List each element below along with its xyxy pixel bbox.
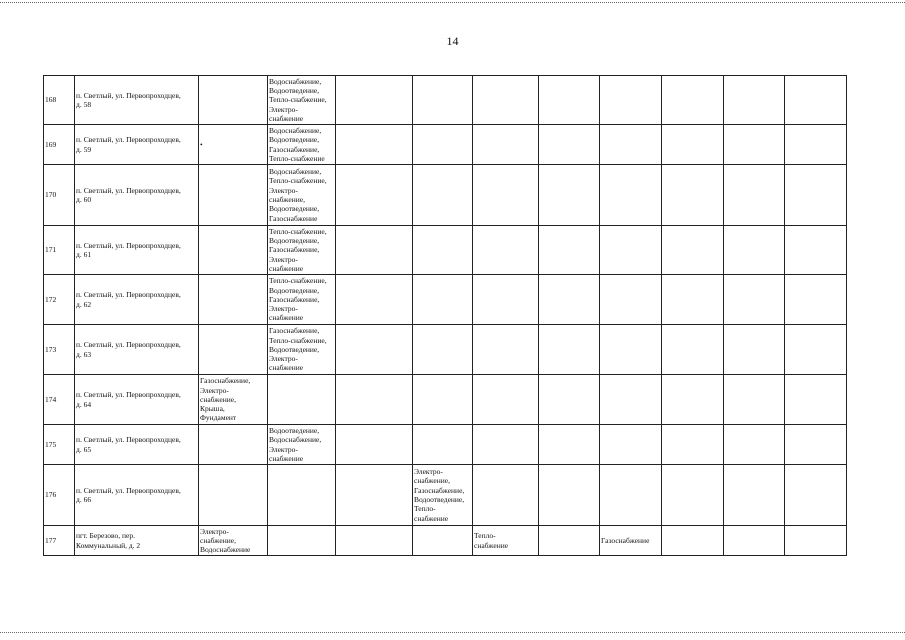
work-cell [413, 325, 473, 375]
work-cell [336, 465, 413, 526]
work-cell [199, 226, 268, 275]
work-cell [539, 465, 600, 526]
work-cell [785, 125, 847, 165]
work-cell [413, 226, 473, 275]
address-cell: п. Светлый, ул. Первопроходцев, д. 61 [75, 226, 199, 275]
work-cell [413, 76, 473, 125]
work-cell [539, 226, 600, 275]
work-cell [785, 526, 847, 556]
work-cell [785, 76, 847, 125]
work-cell [600, 465, 662, 526]
work-cell [724, 526, 785, 556]
row-number: 173 [44, 325, 75, 375]
work-cell [413, 425, 473, 465]
work-cell [539, 165, 600, 226]
work-cell [539, 275, 600, 325]
work-cell: Электро- снабжение, Водоснабжение [199, 526, 268, 556]
work-cell: Тепло-снабжение, Водоотведение, Газоснабжение, Электро- снабжение [268, 226, 336, 275]
address-cell: п. Светлый, ул. Первопроходцев, д. 65 [75, 425, 199, 465]
work-cell [785, 425, 847, 465]
page-top-edge [0, 2, 905, 4]
work-cell: Газоснабжение, Тепло-снабжение, Водоотведение, Электро- снабжение [268, 325, 336, 375]
row-number: 170 [44, 165, 75, 226]
table-row [44, 226, 847, 275]
work-cell [199, 76, 268, 125]
table-row [44, 76, 847, 125]
address-cell: п. Светлый, ул. Первопроходцев, д. 62 [75, 275, 199, 325]
work-cell [336, 165, 413, 226]
table-row [44, 275, 847, 325]
work-cell [785, 375, 847, 425]
work-cell [785, 325, 847, 375]
address-cell: п. Светлый, ул. Первопроходцев, д. 58 [75, 76, 199, 125]
work-cell [413, 275, 473, 325]
work-cell [473, 76, 539, 125]
work-cell [336, 226, 413, 275]
work-cell: Водоснабжение, Тепло-снабжение, Электро- снабжение, Водоотведение, Газоснабжение [268, 165, 336, 226]
work-cell [662, 275, 724, 325]
work-cell [600, 125, 662, 165]
work-cell [413, 375, 473, 425]
table-row [44, 165, 847, 226]
address-cell: п. Светлый, ул. Первопроходцев, д. 63 [75, 325, 199, 375]
table-row [44, 125, 847, 165]
work-cell [336, 125, 413, 165]
work-cell [785, 275, 847, 325]
work-cell [724, 465, 785, 526]
work-cell [785, 465, 847, 526]
work-cell [600, 425, 662, 465]
work-cell: Тепло-снабжение, Водоотведение, Газоснабжение, Электро- снабжение [268, 275, 336, 325]
work-cell [413, 526, 473, 556]
work-cell [662, 226, 724, 275]
work-cell [724, 375, 785, 425]
work-cell [268, 526, 336, 556]
work-cell [539, 425, 600, 465]
work-cell: Газоснабжение, Электро- снабжение, Крыша, Фундамент [199, 375, 268, 425]
work-cell [199, 465, 268, 526]
work-cell [724, 165, 785, 226]
work-cell [662, 526, 724, 556]
work-cell [199, 275, 268, 325]
work-cell [473, 325, 539, 375]
table-row [44, 526, 847, 556]
row-number: 174 [44, 375, 75, 425]
address-cell: п. Светлый, ул. Первопроходцев, д. 64 [75, 375, 199, 425]
address-cell: п. Светлый, ул. Первопроходцев, д. 66 [75, 465, 199, 526]
work-cell [600, 76, 662, 125]
row-number: 169 [44, 125, 75, 165]
table-row [44, 465, 847, 526]
work-cell: Водоснабжение, Водоотведение, Тепло-снабжение, Электро- снабжение [268, 76, 336, 125]
work-cell [724, 425, 785, 465]
work-cell [724, 226, 785, 275]
address-cell: пгт. Березово, пер. Коммунальный, д. 2 [75, 526, 199, 556]
table-row [44, 325, 847, 375]
work-cell [600, 375, 662, 425]
work-cell [336, 526, 413, 556]
work-cell [539, 526, 600, 556]
work-cell [413, 165, 473, 226]
work-cell [473, 165, 539, 226]
work-cell [473, 226, 539, 275]
work-cell [662, 375, 724, 425]
row-number: 168 [44, 76, 75, 125]
work-cell [336, 425, 413, 465]
address-cell: п. Светлый, ул. Первопроходцев, д. 59 [75, 125, 199, 165]
work-cell [539, 125, 600, 165]
work-cell [662, 465, 724, 526]
table-row [44, 425, 847, 465]
work-cell: Тепло- снабжение [473, 526, 539, 556]
work-cell [336, 325, 413, 375]
work-cell [539, 375, 600, 425]
work-cell [473, 125, 539, 165]
work-cell [473, 275, 539, 325]
work-cell [600, 275, 662, 325]
work-cell [662, 425, 724, 465]
row-number: 172 [44, 275, 75, 325]
address-cell: п. Светлый, ул. Первопроходцев, д. 60 [75, 165, 199, 226]
page-bottom-edge [0, 632, 905, 634]
work-cell [268, 375, 336, 425]
work-cell [473, 425, 539, 465]
work-cell [199, 165, 268, 226]
work-cell [199, 425, 268, 465]
work-cell [662, 325, 724, 375]
work-cell [539, 76, 600, 125]
work-cell: Водоснабжение, Водоотведение, Газоснабжение, Тепло-снабжение [268, 125, 336, 165]
work-cell: Водоотведение, Водоснабжение, Электро- снабжение [268, 425, 336, 465]
work-cell [662, 165, 724, 226]
work-cell [336, 76, 413, 125]
table-row [44, 375, 847, 425]
work-cell [724, 275, 785, 325]
work-cell [600, 325, 662, 375]
work-cell [413, 125, 473, 165]
work-cell [199, 325, 268, 375]
page-number: 14 [446, 34, 459, 48]
work-cell [600, 226, 662, 275]
work-cell [785, 165, 847, 226]
row-number: 171 [44, 226, 75, 275]
row-number: 177 [44, 526, 75, 556]
work-cell [724, 125, 785, 165]
row-number: 175 [44, 425, 75, 465]
work-cell: • [199, 125, 268, 165]
work-cell [268, 465, 336, 526]
work-cell [662, 125, 724, 165]
work-cell [724, 325, 785, 375]
work-cell [336, 375, 413, 425]
work-cell [539, 325, 600, 375]
row-number: 176 [44, 465, 75, 526]
work-cell [600, 165, 662, 226]
work-cell [724, 76, 785, 125]
work-cell [473, 375, 539, 425]
work-cell [473, 465, 539, 526]
work-cell [785, 226, 847, 275]
work-cell [336, 275, 413, 325]
works-table [43, 75, 847, 556]
work-cell [662, 76, 724, 125]
work-cell: Электро- снабжение, Газоснабжение, Водоотведение, Тепло- снабжение [413, 465, 473, 526]
work-cell: Газоснабжение [600, 526, 662, 556]
